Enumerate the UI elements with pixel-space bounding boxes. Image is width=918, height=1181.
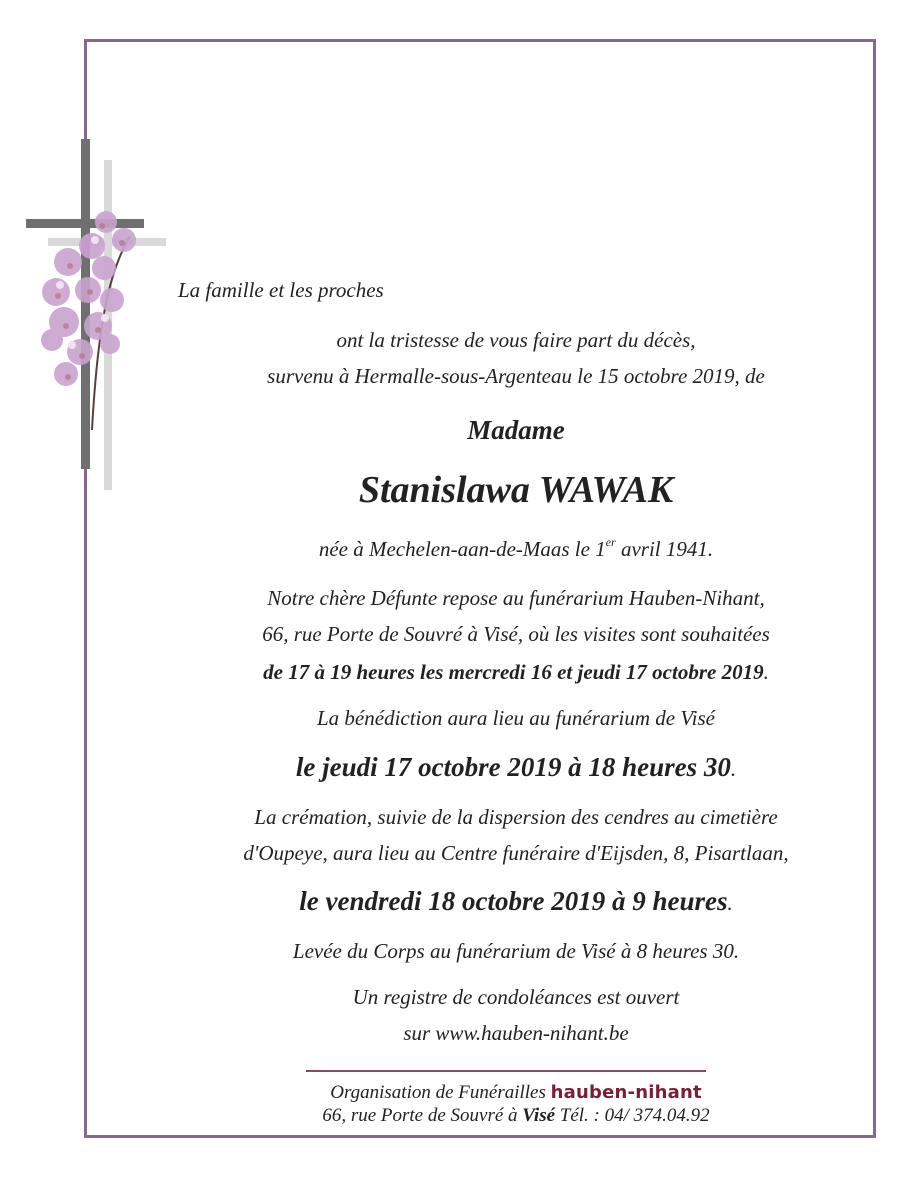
repose-line-2: 66, rue Porte de Souvré à Visé, où les visites sont souhaitées xyxy=(262,622,770,646)
cremation-end: . xyxy=(727,891,733,915)
footer-divider xyxy=(306,1070,706,1072)
benediction-date-line xyxy=(120,752,912,783)
benediction-date: le jeudi 17 octobre 2019 à 18 heures 30 xyxy=(295,752,731,782)
levee-line: Levée du Corps au funérarium de Visé à 8 heures 30. xyxy=(292,939,740,963)
footer-phone: Tél. : 04/ 374.04.92 xyxy=(555,1105,710,1126)
birth-line xyxy=(120,535,912,562)
footer-org-label: Organisation de Funérailles xyxy=(330,1082,551,1103)
cremation-date: le vendredi 18 octobre 2019 à 9 heures xyxy=(299,886,728,916)
registre-line-1: Un registre de condoléances est ouvert xyxy=(352,985,680,1009)
intro-text: La famille et les proches xyxy=(178,278,384,302)
deceased-name: Stanislawa WAWAK xyxy=(358,469,674,511)
birth-text: née à Mechelen-aan-de-Maas le 1 xyxy=(318,537,606,561)
announcement-line-1: ont la tristesse de vous faire part du décès, xyxy=(336,328,696,352)
benediction-line: La bénédiction aura lieu au funérarium de Visé xyxy=(317,706,715,730)
honorific-title: Madame xyxy=(467,415,565,445)
visits-end: . xyxy=(763,660,769,684)
footer-address xyxy=(120,1105,912,1127)
registre-website-link[interactable]: sur www.hauben-nihant.be xyxy=(403,1021,629,1045)
registre-line-2[interactable] xyxy=(120,1021,912,1046)
cremation-line-1: La crémation, suivie de la dispersion des cendres au cimetière xyxy=(254,805,778,829)
footer-city: Visé xyxy=(522,1105,556,1126)
birth-superscript: er xyxy=(605,535,616,549)
cremation-date-line xyxy=(120,886,912,917)
visits-text: de 17 à 19 heures les mercredi 16 et jeudi 17 octobre 2019 xyxy=(263,660,764,684)
footer-address-text: 66, rue Porte de Souvré à xyxy=(322,1105,523,1126)
benediction-end: . xyxy=(730,757,737,781)
footer-organisation xyxy=(120,1082,912,1104)
announcement-line-2: survenu à Hermalle-sous-Argenteau le 15 octobre 2019, de xyxy=(267,364,765,388)
repose-line-1: Notre chère Défunte repose au funérarium Hauben-Nihant, xyxy=(267,586,765,610)
birth-text-end: avril 1941. xyxy=(615,537,714,561)
visits-line xyxy=(120,660,912,685)
brand-logo: hauben-nihant xyxy=(550,1082,702,1103)
cremation-line-2: d'Oupeye, aura lieu au Centre funéraire d'Eijsden, 8, Pisartlaan, xyxy=(243,841,789,865)
